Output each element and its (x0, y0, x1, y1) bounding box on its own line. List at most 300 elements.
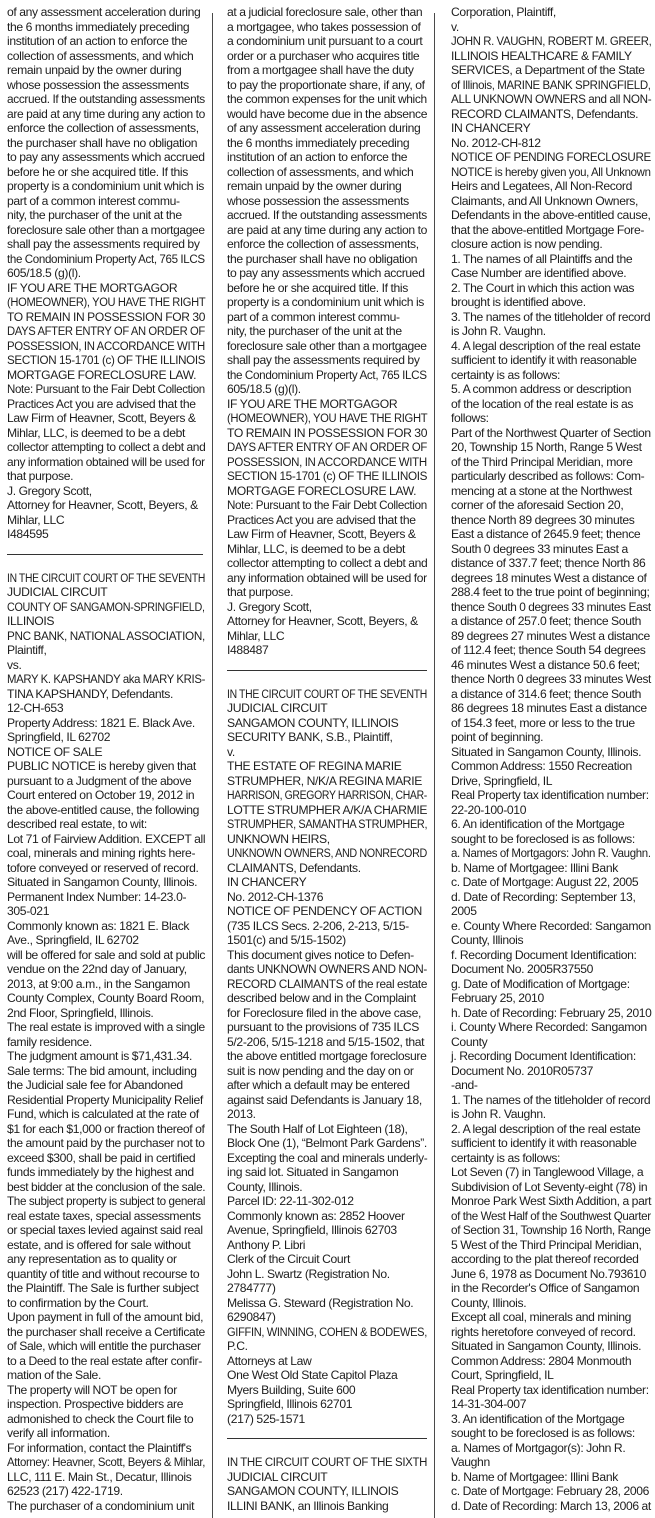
text-line: b. Name of Mortgagee: Illini Bank (451, 860, 618, 875)
text-line: are paid at any time during any action to (227, 222, 428, 237)
notice-text-block (7, 5, 205, 542)
text-line: to pay any assessments which accrued (227, 266, 425, 280)
text-line: Attorney for Heavner, Scott, Beyers, & (7, 498, 198, 512)
text-line: nity, the purchaser of the unit at the (7, 208, 182, 222)
text-line: property is a condominium unit which is (227, 295, 425, 309)
text-line: 5 West of the Third Principal Meridian, (451, 1237, 642, 1252)
text-line: best bidder at the conclusion of the sale. (7, 1179, 206, 1194)
text-line: that purpose. (7, 469, 74, 483)
text-line: Clerk of the Circuit Court (227, 1252, 351, 1266)
text-line: sought to be foreclosed is as follows: (451, 1426, 635, 1440)
text-line: to pay any assessments which accrued (7, 150, 205, 164)
text-line: JUDICIAL CIRCUIT (7, 585, 108, 599)
text-line: a distance of 257.0 feet; thence South (451, 614, 642, 628)
text-line: Law Firm of Heavner, Scott, Beyers & (227, 527, 416, 541)
text-line: that purpose. (227, 585, 294, 599)
text-line: shall pay the assessments required by (7, 237, 200, 251)
text-line: will be offered for sale and sold at public (7, 947, 206, 962)
text-line: described below and in the Complaint (227, 991, 416, 1005)
text-line: PUBLIC NOTICE is hereby given that (7, 759, 196, 773)
text-line: the 6 months immediately preceding (7, 19, 190, 34)
text-line: NOTICE OF PENDENCY OF ACTION (227, 904, 422, 918)
text-line: a condominium unit pursuant to a court (227, 34, 423, 48)
text-line: Case Number are identified above. (451, 266, 627, 280)
text-line: No. 2012-CH-1376 (227, 889, 324, 904)
text-line: 6. An identification of the Mortgage (451, 817, 625, 831)
text-line: Corporation, Plaintiff, (451, 5, 556, 19)
text-line: in the Recorder's Office of Sangamon (451, 1281, 640, 1295)
text-line: MORTGAGE FORECLOSURE LAW. (227, 483, 417, 498)
text-line: according to the plat thereof recorded (451, 1252, 639, 1266)
text-line: a. Names of Mortgagors: John R. Vaughn. (451, 846, 651, 860)
text-line: Lot Seven (7) in Tanglewood Village, a (451, 1165, 644, 1179)
text-line: f. Recording Document Identification: (451, 947, 637, 962)
text-line: after which a default may be entered (227, 1078, 410, 1092)
text-line: of any assessment acceleration during (7, 5, 201, 19)
text-line: foreclosure sale other than a mortgagee (7, 222, 205, 237)
text-line: J. Gregory Scott, (7, 483, 92, 498)
text-line: Plaintiff, (7, 643, 47, 657)
text-line: from a mortgagee shall have the duty (227, 63, 414, 77)
text-line: Mihlar, LLC (7, 512, 65, 527)
text-line: the 6 months immediately preceding (227, 135, 410, 150)
text-line: 2013, at 9:00 a.m., in the Sangamon (7, 976, 190, 991)
text-line: John L. Swartz (Registration No. (227, 1266, 390, 1281)
text-line: property is a condominium unit which is (7, 179, 205, 193)
text-line: the Plaintiff. The Sale is further subject (7, 1281, 199, 1295)
text-line: collection of assessments, and which (7, 48, 194, 63)
text-line: any information obtained will be used for (227, 570, 427, 585)
text-line: LOTTE STRUMPHER A/K/A CHARMIE (227, 802, 428, 817)
text-line: that the above-entitled Mortgage Fore- (451, 222, 645, 237)
text-line: corner of the aforesaid Section 20, (451, 498, 624, 512)
text-line: (HOMEOWNER), YOU HAVE THE RIGHT (227, 411, 428, 425)
text-line: of the Third Principal Meridian, more (451, 454, 633, 469)
text-line: Situated in Sangamon County, Illinois. (451, 744, 642, 759)
notice-separator (7, 542, 205, 571)
text-line: d. Date of Recording: September 13, (451, 889, 636, 904)
text-line: a distance of 314.6 feet; thence South (451, 686, 642, 701)
text-line: SECTION 15-1701 (c) OF THE ILLINOIS (227, 469, 428, 483)
text-line: the Condominium Property Act, 765 ILCS (227, 367, 427, 382)
text-line: SANGAMON COUNTY, ILLINOIS (227, 715, 399, 730)
text-line: closure action is now pending. (451, 237, 603, 251)
text-line: 1. The names of all Plaintiffs and the (451, 251, 633, 266)
text-line: 305-021 (7, 904, 50, 918)
text-line: rights heretofore conveyed of record. (451, 1324, 636, 1339)
text-line: ILLINOIS HEALTHCARE & FAMILY (451, 48, 632, 63)
text-line: NOTICE is hereby given you, All Unknown (451, 164, 651, 179)
text-line: I488487 (227, 643, 269, 657)
text-line: Real Property tax identification number: (451, 1382, 649, 1397)
text-line: One West Old State Capitol Plaza (227, 1368, 398, 1382)
column-1 (7, 5, 205, 1513)
text-line: a. Names of Mortgagor(s): John R. (451, 1440, 626, 1455)
text-line: exceed $300, shall be paid in certified (7, 1150, 196, 1165)
text-line: $1 for each $1,000 or fraction thereof of (7, 1121, 205, 1136)
text-line: The subject property is subject to general (7, 1194, 206, 1208)
text-line: order or a purchaser who acquires title (227, 48, 420, 63)
text-line: part of a common interest commu- (227, 309, 400, 324)
text-line: of 154.3 feet, more or less to the true (451, 715, 635, 730)
text-line: would have become due in the absence (227, 106, 428, 121)
text-line: tofore conveyed or reserved of record. (7, 860, 199, 875)
text-line: I484595 (7, 527, 49, 541)
text-line: to pay the proportionate share, if any, of (227, 77, 425, 92)
text-line: IN THE CIRCUIT COURT OF THE SEVENTH (7, 570, 206, 585)
text-line: This document gives notice to Defen- (227, 947, 414, 962)
text-line: of Section 31, Township 16 North, Range (451, 1223, 651, 1237)
text-line: h. Date of Recording: February 25, 2010 (451, 1005, 652, 1020)
text-line: COUNTY OF SANGAMON-SPRINGFIELD, (7, 599, 205, 614)
text-line: Part of the Northwest Quarter of Section (451, 425, 651, 440)
text-line: CLAIMANTS, Defendants. (227, 860, 361, 875)
text-line: Melissa G. Steward (Registration No. (227, 1295, 414, 1310)
text-line: c. Date of Mortgage: February 28, 2006 (451, 1484, 650, 1498)
text-line: the above-entitled cause, the following (7, 802, 200, 817)
text-line: THE ESTATE OF REGINA MARIE (227, 759, 402, 773)
text-line: degrees 18 minutes West a distance of (451, 570, 647, 585)
text-line: accrued. If the outstanding assessments (227, 208, 427, 222)
text-line: follows: (451, 411, 489, 425)
text-line: the purchaser shall receive a Certificate (7, 1324, 205, 1339)
separator-rule (227, 1438, 427, 1439)
notice-separator (227, 658, 427, 687)
text-line: distance of 337.7 feet; thence North 86 (451, 556, 646, 570)
text-line: 5. A common address or description (451, 382, 632, 396)
text-line: enforce the collection of assessments, (227, 237, 419, 251)
text-line: institution of an action to enforce the (227, 150, 408, 164)
text-line: admonished to check the Court file to (7, 1411, 194, 1426)
text-line: MARY K. KAPSHANDY aka MARY KRIS- (7, 672, 206, 686)
text-line: 1501(c) and 5/15-1502) (227, 933, 346, 947)
text-line: Note: Pursuant to the Fair Debt Collection (7, 382, 205, 396)
text-line: The property will NOT be open for (7, 1382, 177, 1397)
text-line: collector attempting to collect a debt and (7, 440, 206, 454)
text-line: particularly described as follows: Com- (451, 469, 645, 483)
text-line: c. Date of Mortgage: August 22, 2005 (451, 875, 639, 889)
text-line: The judgment amount is $71,431.34. (7, 1049, 193, 1063)
text-line: 2005 (451, 904, 477, 918)
text-line: UNKNOWN HEIRS, (227, 831, 330, 846)
text-line: SANGAMON COUNTY, ILLINOIS (227, 1484, 399, 1498)
text-line: thence North 89 degrees 30 minutes (451, 512, 635, 527)
text-line: STRUMPHER, SAMANTHA STRUMPHER, (227, 817, 428, 831)
text-line: Except all coal, minerals and mining (451, 1310, 632, 1324)
text-line: Court entered on October 19, 2012 in (7, 788, 195, 802)
notice-text-block (451, 5, 651, 1513)
text-line: Lot 71 of Fairview Addition. EXCEPT all (7, 831, 206, 846)
text-line: The purchaser of a condominium unit (7, 1498, 195, 1513)
text-line: 20, Township 15 North, Range 5 West (451, 440, 642, 454)
text-line: IN THE CIRCUIT COURT OF THE SIXTH (227, 1455, 428, 1469)
text-line: v. (227, 744, 235, 759)
text-line: institution of an action to enforce the (7, 34, 188, 48)
text-line: ing said lot. Situated in Sangamon (227, 1165, 399, 1179)
text-line: PNC BANK, NATIONAL ASSOCIATION, (7, 628, 205, 643)
text-line: nity, the purchaser of the unit at the (227, 324, 402, 338)
text-line: Monroe Park West Sixth Addition, a part (451, 1194, 652, 1208)
text-line: TO REMAIN IN POSSESSION FOR 30 (7, 309, 206, 324)
text-line: dants UNKNOWN OWNERS AND NON- (227, 962, 427, 976)
text-line: Commonly known as: 1821 E. Black (7, 918, 190, 933)
text-line: pursuant to the provisions of 735 ILCS (227, 1020, 420, 1034)
text-line: P.C. (227, 1339, 248, 1353)
text-line: vendue on the 22nd day of January, (7, 962, 187, 976)
text-line: JUDICIAL CIRCUIT (227, 701, 328, 715)
text-line: Avenue, Springfield, Illinois 62703 (227, 1223, 397, 1237)
text-line: ILLINOIS (7, 614, 55, 628)
text-line: Common Address: 1550 Recreation (451, 759, 632, 773)
text-line: Common Address: 2804 Monmouth (451, 1353, 632, 1368)
text-line: Property Address: 1821 E. Black Ave. (7, 715, 195, 730)
text-line: is John R. Vaughn. (451, 1107, 546, 1121)
text-line: DAYS AFTER ENTRY OF AN ORDER OF (227, 440, 427, 454)
text-line: The real estate is improved with a single (7, 1020, 205, 1034)
text-line: POSSESSION, IN ACCORDANCE WITH (7, 338, 205, 353)
column-divider (434, 13, 435, 1518)
text-line: verify all information. (7, 1426, 110, 1440)
text-line: IF YOU ARE THE MORTGAGOR (7, 280, 178, 295)
text-line: 12-CH-653 (7, 701, 64, 715)
text-line: (HOMEOWNER), YOU HAVE THE RIGHT (7, 295, 206, 309)
text-line: sufficient to identify it with reasonable (451, 353, 637, 367)
text-line: MORTGAGE FORECLOSURE LAW. (7, 367, 197, 382)
text-line: County, Illinois. (227, 1179, 303, 1194)
text-line: TO REMAIN IN POSSESSION FOR 30 (227, 425, 428, 440)
text-line: the above entitled mortgage foreclosure (227, 1049, 427, 1063)
notice-separator (227, 1426, 427, 1455)
text-line: collection of assessments, and which (227, 164, 414, 179)
text-line: Vaughn (451, 1455, 490, 1469)
text-line: Upon payment in full of the amount bid, (7, 1310, 204, 1324)
text-line: (217) 525-1571 (227, 1411, 305, 1426)
text-line: foreclosure sale other than a mortgagee (227, 338, 427, 353)
text-line: Attorney for Heavner, Scott, Beyers, & (227, 614, 418, 628)
text-line: thence South 0 degrees 33 minutes East (451, 599, 651, 614)
text-line: Subdivision of Lot Seventy-eight (78) in (451, 1179, 648, 1194)
text-line: J. Gregory Scott, (227, 599, 312, 614)
text-line: TINA KAPSHANDY, Defendants. (7, 686, 174, 701)
text-line: JUDICIAL CIRCUIT (227, 1469, 328, 1484)
text-line: g. Date of Modification of Mortgage: (451, 976, 630, 991)
text-line: 3. The names of the titleholder of record (451, 309, 651, 324)
text-line: 89 degrees 27 minutes West a distance (451, 628, 650, 643)
text-line: certainty is as follows: (451, 367, 561, 382)
text-line: 2nd Floor, Springfield, Illinois. (7, 1005, 154, 1020)
text-line: to confirmation by the Court. (7, 1295, 149, 1310)
text-line: IN CHANCERY (451, 121, 531, 135)
text-line: for Foreclosure filed in the above case, (227, 1005, 422, 1020)
text-line: enforce the collection of assessments, (7, 121, 199, 135)
column-2 (227, 5, 427, 1513)
column-divider (212, 13, 213, 1518)
text-line: Document No. 2010R05737 (451, 1063, 594, 1078)
text-line: 2013. (227, 1107, 256, 1121)
text-line: IN CHANCERY (227, 875, 307, 889)
text-line: of the West Half of the Southwest Quarter (451, 1208, 651, 1223)
text-line: brought is identified above. (451, 295, 586, 309)
text-line: inspection. Prospective bidders are (7, 1397, 184, 1411)
text-line: certainty is as follows: (451, 1150, 561, 1165)
text-line: 6290847) (227, 1310, 276, 1324)
text-line: described real estate, to wit: (7, 817, 147, 831)
text-line: of the location of the real estate is as (451, 396, 634, 411)
text-line: Mihlar, LLC, is deemed to be a debt (7, 425, 186, 440)
separator-rule (7, 554, 203, 555)
text-line: 605/18.5 (g)(l). (7, 266, 81, 280)
text-line: Practices Act you are advised that the (7, 396, 196, 411)
text-line: -and- (451, 1078, 478, 1092)
text-line: DAYS AFTER ENTRY OF AN ORDER OF (7, 324, 205, 338)
text-line: of Sale, which will entitle the purchaser (7, 1339, 201, 1353)
text-line: For information, contact the Plaintiff's (7, 1440, 192, 1455)
text-line: thence North 0 degrees 33 minutes West (451, 672, 651, 686)
text-line: Note: Pursuant to the Fair Debt Collection (227, 498, 427, 512)
text-line: Excepting the coal and minerals underly- (227, 1150, 428, 1165)
separator-rule (227, 670, 427, 671)
text-line: part of a common interest commu- (7, 193, 180, 208)
text-line: County, Illinois (451, 933, 524, 947)
text-line: Myers Building, Suite 600 (227, 1382, 356, 1397)
column-3 (451, 5, 651, 1513)
text-line: coal, minerals and mining rights here- (7, 846, 196, 860)
text-line: mencing at a stone at the Northwest (451, 483, 632, 498)
text-line: j. Recording Document Identification: (451, 1049, 636, 1063)
text-line: of 112.4 feet; thence South 54 degrees (451, 643, 646, 657)
text-line: Sale terms: The bid amount, including (7, 1063, 197, 1078)
text-line: 288.4 feet to the true point of beginning; (451, 585, 650, 599)
text-line: Fund, which is calculated at the rate of (7, 1107, 199, 1121)
text-line: Attorney: Heavner, Scott, Beyers & Mihlar, (7, 1455, 206, 1469)
text-line: HARRISON, GREGORY HARRISON, CHAR- (227, 788, 427, 802)
notice-text-block (227, 1455, 427, 1513)
text-line: IF YOU ARE THE MORTGAGOR (227, 396, 398, 411)
text-line: the amount paid by the purchaser not to (7, 1136, 205, 1150)
text-line: mation of the Sale. (7, 1368, 101, 1382)
text-line: NOTICE OF SALE (7, 744, 103, 759)
text-line: are paid at any time during any action to (7, 106, 206, 121)
text-line: e. County Where Recorded: Sangamon (451, 918, 651, 933)
text-line: accrued. If the outstanding assessments (7, 92, 205, 106)
notice-text-block (227, 687, 427, 1427)
text-line: County Complex, County Board Room, (7, 991, 205, 1005)
text-line: of any assessment acceleration during (227, 121, 421, 135)
text-line: Court, Springfield, IL (451, 1368, 554, 1382)
text-line: 3. An identification of the Mortgage (451, 1411, 625, 1426)
text-line: The South Half of Lot Eighteen (18), (227, 1121, 408, 1136)
text-line: pursuant to a Judgment of the above (7, 773, 192, 788)
text-line: Practices Act you are advised that the (227, 512, 416, 527)
text-line: 62523 (217) 422-1719. (7, 1484, 123, 1498)
text-line: County, Illinois. (451, 1295, 527, 1310)
text-line: (735 ILCS Secs. 2-206, 2-213, 5/15- (227, 918, 409, 933)
text-line: 14-31-304-007 (451, 1397, 527, 1411)
text-line: 605/18.5 (g)(l). (227, 382, 301, 396)
text-line: LLC, 111 E. Main St., Decatur, Illinois (7, 1469, 192, 1484)
text-line: the common expenses for the unit which (227, 92, 427, 106)
text-line: 2. A legal description of the real estate (451, 1121, 641, 1136)
text-line: of Illinois, MARINE BANK SPRINGFIELD, (451, 77, 651, 92)
text-line: 46 minutes West a distance 50.6 feet; (451, 657, 640, 672)
text-line: POSSESSION, IN ACCORDANCE WITH (227, 454, 427, 469)
text-line: 4. A legal description of the real estate (451, 338, 641, 353)
text-line: 2. The Court in which this action was (451, 280, 635, 295)
text-line: County (451, 1034, 488, 1049)
text-line: the purchaser shall have no obligation (227, 251, 418, 266)
text-line: before he or she acquired title. If this (227, 280, 408, 295)
text-line: Springfield, Illinois 62701 (227, 1397, 353, 1411)
text-line: ALL UNKNOWN OWNERS and all NON- (451, 92, 652, 106)
text-line: 22-20-100-010 (451, 802, 527, 817)
text-line: SECURITY BANK, S.B., Plaintiff, (227, 730, 393, 744)
text-line: February 25, 2010 (451, 991, 544, 1005)
text-line: 86 degrees 18 minutes East a distance (451, 701, 647, 715)
text-line: June 6, 1978 as Document No.793610 (451, 1266, 646, 1281)
text-line: b. Name of Mortgagee: Illini Bank (451, 1469, 618, 1484)
text-line: IN THE CIRCUIT COURT OF THE SEVENTH (227, 686, 428, 701)
text-line: Document No. 2005R37550 (451, 962, 594, 976)
text-line: v. (451, 19, 459, 34)
text-line: UNKNOWN OWNERS, AND NONRECORD (227, 846, 428, 860)
text-line: estate, and is offered for sale without (7, 1237, 191, 1252)
text-line: ILLINI BANK, an Illinois Banking (227, 1498, 389, 1513)
text-line: RECORD CLAIMANTS of the real estate (227, 976, 428, 991)
text-line: GIFFIN, WINNING, COHEN & BODEWES, (227, 1324, 428, 1339)
text-line: Block One (1), “Belmont Park Gardens”. (227, 1136, 427, 1150)
text-line: against said Defendants is January 18, (227, 1092, 422, 1107)
text-line: real estate taxes, special assessments (7, 1208, 201, 1223)
text-line: the purchaser shall have no obligation (7, 135, 198, 150)
text-line: Attorneys at Law (227, 1353, 312, 1368)
text-line: a mortgagee, who takes possession of (227, 19, 421, 34)
text-line: 2784777) (227, 1281, 276, 1295)
text-line: point of beginning. (451, 730, 544, 744)
text-line: SECTION 15-1701 (c) OF THE ILLINOIS (7, 353, 206, 367)
text-line: any representation as to quality or (7, 1252, 177, 1266)
text-line: sought to be foreclosed is as follows: (451, 831, 635, 846)
text-line: 1. The names of the titleholder of record (451, 1092, 651, 1107)
text-line: remain unpaid by the owner during (227, 179, 402, 193)
text-line: Defendants in the above-entitled cause, (451, 208, 651, 222)
text-line: Situated in Sangamon County, Illinois. (7, 875, 198, 889)
text-line: Law Firm of Heavner, Scott, Beyers & (7, 411, 196, 425)
text-line: any information obtained will be used for (7, 454, 205, 469)
text-line: suit is now pending and the day on or (227, 1063, 414, 1078)
text-line: family residence. (7, 1034, 92, 1049)
text-line: before he or she acquired title. If this (7, 164, 188, 179)
text-line: or special taxes levied against said real (7, 1223, 203, 1237)
text-line: Heirs and Legatees, All Non-Record (451, 179, 632, 193)
text-line: Situated in Sangamon County, Illinois. (451, 1339, 642, 1353)
text-line: whose possession the assessments (227, 193, 409, 208)
text-line: Residential Property Municipality Relief (7, 1092, 203, 1107)
text-line: RECORD CLAIMANTS, Defendants. (451, 106, 639, 121)
text-line: South 0 degrees 33 minutes East a (451, 541, 628, 556)
text-line: sufficient to identify it with reasonable (451, 1136, 637, 1150)
text-line: Anthony P. Libri (227, 1237, 306, 1252)
text-line: Drive, Springfield, IL (451, 773, 553, 788)
text-line: i. County Where Recorded: Sangamon (451, 1020, 647, 1034)
text-line: whose possession the assessments (7, 77, 189, 92)
notice-text-block (7, 571, 205, 1514)
text-line: shall pay the assessments required by (227, 353, 420, 367)
text-line: funds immediately by the highest and (7, 1165, 194, 1179)
text-line: Real Property tax identification number: (451, 788, 649, 802)
text-line: 5/2-206, 5/15-1218 and 5/15-1502, that (227, 1034, 425, 1049)
notice-text-block (227, 5, 427, 658)
text-line: remain unpaid by the owner during (7, 63, 182, 77)
